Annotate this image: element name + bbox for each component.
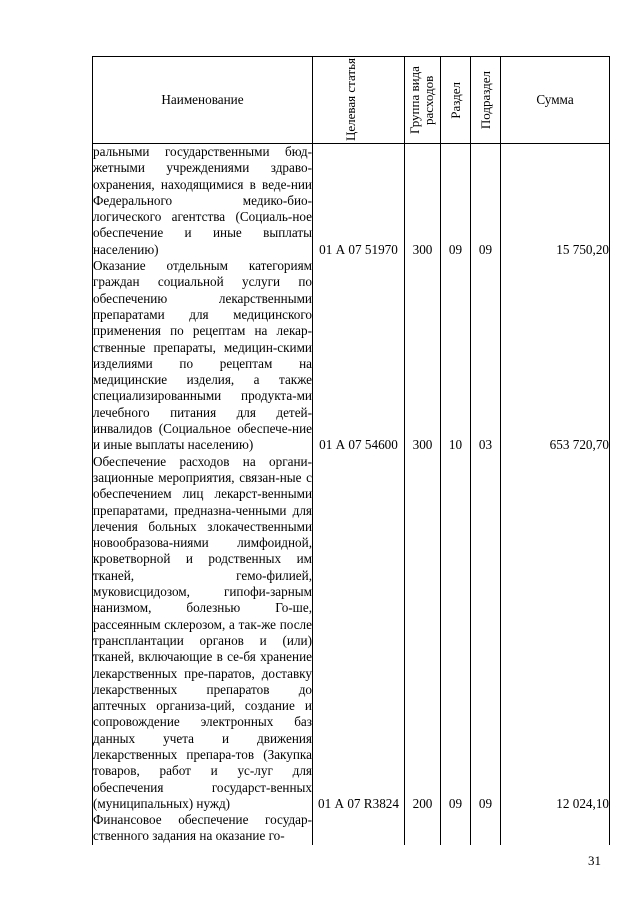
row-expense-group: 300 bbox=[405, 258, 441, 454]
row-name: Оказание отдельным категориям граждан социальной услуги по обеспечению лекарственными препаратами для медицинского применения по рецептам на лекар-ственные препараты, медицин-скими изделиями по рецептам на медицинские изделия, а также специализированными продукта-ми лечебного питания для детей-инвалидов (Социальное обеспече-ние и иные выплаты населению) bbox=[93, 258, 312, 453]
table-row bbox=[93, 454, 610, 813]
row-sum bbox=[501, 812, 610, 845]
row-name: Финансовое обеспечение государ-ственного задания на оказание го- bbox=[93, 812, 312, 844]
row-name: ральными государственными бюд-жетными учреждениями здраво-охранения, находящимися в веде-нии Федерального медико-био-логического агентства (Социаль-ное обеспечение и иные выплаты населению) bbox=[93, 144, 312, 257]
row-target-article: 01 А 07 54600 bbox=[313, 258, 405, 454]
row-section: 09 bbox=[441, 454, 471, 813]
header-section bbox=[441, 57, 471, 144]
row-subsection bbox=[471, 812, 501, 845]
row-subsection: 03 bbox=[471, 258, 501, 454]
row-target-article: 01 А 07 R3824 bbox=[313, 454, 405, 813]
header-expense-group-label: Группа вида расходов bbox=[406, 66, 436, 134]
table-row bbox=[93, 144, 610, 259]
row-section: 10 bbox=[441, 258, 471, 454]
header-subsection-label: Подраздел bbox=[477, 70, 493, 130]
row-section: 09 bbox=[441, 144, 471, 259]
header-subsection bbox=[471, 57, 501, 144]
table-row bbox=[93, 812, 610, 845]
row-sum: 653 720,70 bbox=[501, 258, 610, 454]
page-number: 31 bbox=[588, 853, 601, 868]
header-target-article-label: Целевая статья bbox=[342, 58, 358, 142]
table-header-row bbox=[93, 57, 610, 144]
header-section-label: Раздел bbox=[447, 81, 463, 119]
row-section bbox=[441, 812, 471, 845]
budget-table bbox=[92, 56, 610, 845]
table-row bbox=[93, 258, 610, 454]
row-expense-group: 300 bbox=[405, 144, 441, 259]
row-subsection: 09 bbox=[471, 144, 501, 259]
row-sum: 12 024,10 bbox=[501, 454, 610, 813]
row-expense-group bbox=[405, 812, 441, 845]
row-sum: 15 750,20 bbox=[501, 144, 610, 259]
header-name: Наименование bbox=[93, 57, 313, 144]
row-expense-group: 200 bbox=[405, 454, 441, 813]
row-target-article: 01 А 07 51970 bbox=[313, 144, 405, 259]
row-subsection: 09 bbox=[471, 454, 501, 813]
header-target-article bbox=[313, 57, 405, 144]
row-name: Обеспечение расходов на органи-зационные мероприятия, связан-ные с обеспечением лиц лекарст-венными препаратами, предназна-ченными для лечения больных злокачественными новообразова-ниями лимфоидной, кроветворной и родственных им тканей, гемо-филией, муковисцидозом, гипофи-зарным нанизмом, болезнью Го-ше, рассеянным склерозом, а так-же после трансплантации органов и (или) тканей, включающие в се-бя хранение лекарственных пре-паратов, доставку лекарственных препаратов до аптечных организа-ций, создание и сопровождение электронных баз данных учета и движения лекарственных препара-тов (Закупка товаров, работ и ус-луг для обеспечения государст-венных (муниципальных) нужд) bbox=[93, 453, 312, 811]
header-sum: Сумма bbox=[501, 57, 610, 144]
row-target-article bbox=[313, 812, 405, 845]
header-expense-group bbox=[405, 57, 441, 144]
